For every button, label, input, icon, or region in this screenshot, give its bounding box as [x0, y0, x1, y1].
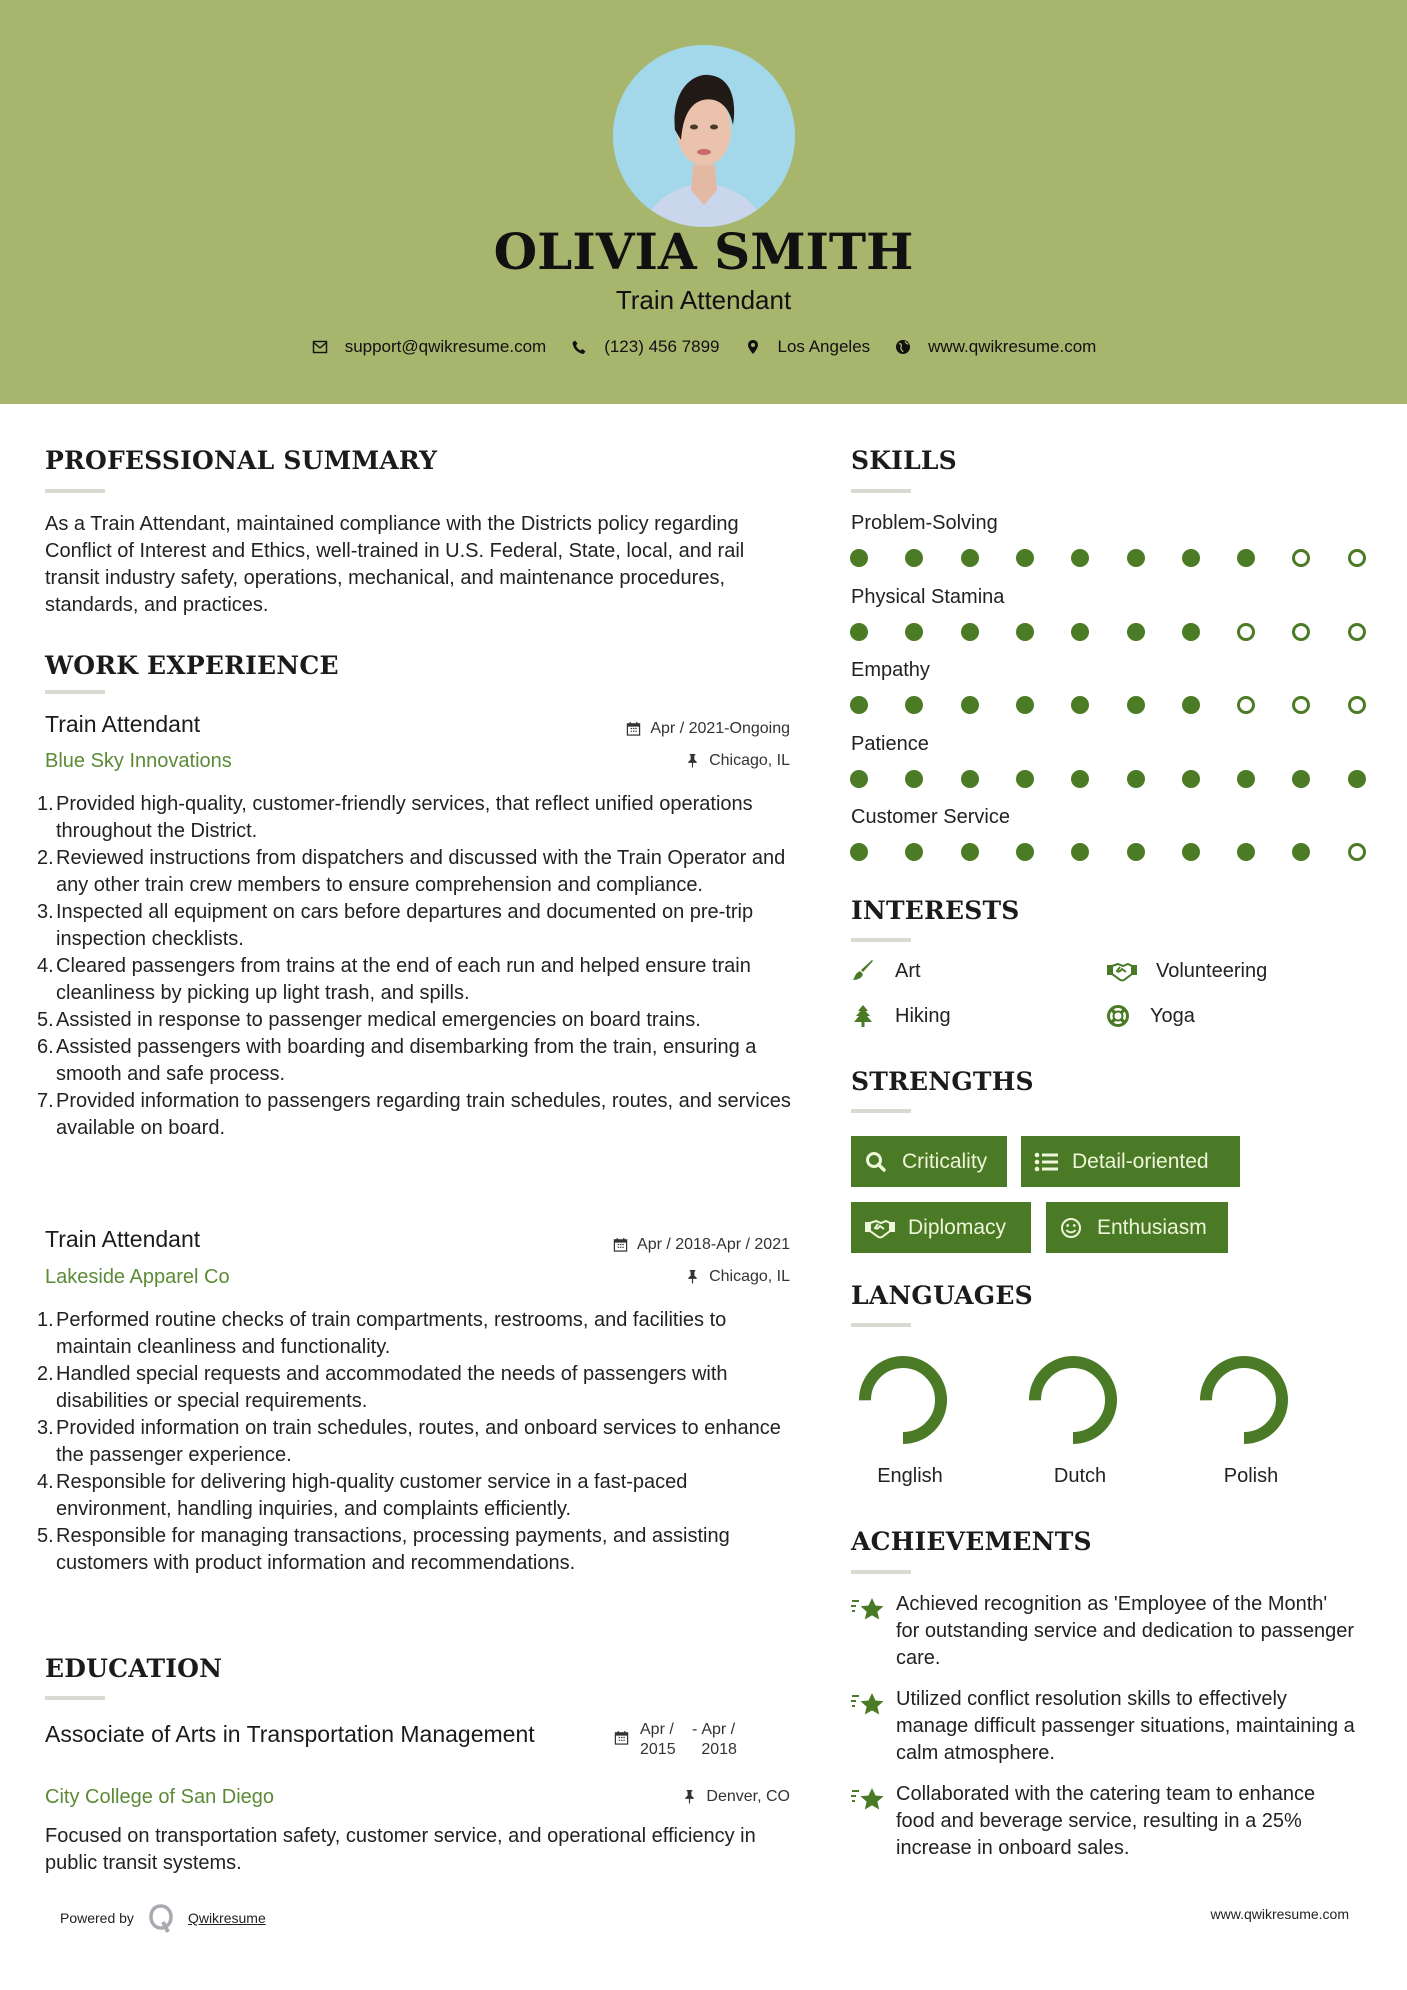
rating-dot-filled [850, 623, 868, 641]
summary-heading-rule [45, 489, 105, 493]
achievement-item [850, 1781, 1356, 1862]
rating-dot-filled [905, 623, 923, 641]
profile-photo [613, 45, 795, 227]
calendar-icon [613, 1237, 629, 1253]
job-1-dates-text: Apr / 2021-Ongoing [650, 720, 790, 737]
interests-heading: INTERESTS [851, 896, 1020, 925]
rating-dot-filled [1016, 549, 1034, 567]
language-label: Dutch [1053, 1465, 1107, 1487]
job-2-bullet: 4. Responsible for delivering high-quality customer service in a fast-paced environment, handling inquiries, and complaints efficiently. [37, 1471, 688, 1520]
rating-dot-filled [1071, 696, 1089, 714]
strengths-heading-rule [851, 1109, 911, 1113]
job-2-title: Train Attendant [45, 1226, 201, 1252]
rating-dot-filled [1071, 623, 1089, 641]
education-end: Apr / 2018 [701, 1721, 737, 1758]
qwikresume-link[interactable]: Qwikresume [187, 1910, 266, 1926]
rating-dot-filled [1071, 549, 1089, 567]
rating-dot-filled [850, 843, 868, 861]
contact-phone-text: (123) 456 7899 [604, 337, 720, 356]
skill-label: Empathy [851, 659, 930, 681]
rating-dot-filled [1348, 770, 1366, 788]
pushpin-icon [685, 1269, 701, 1285]
language-progress-ring [843, 1350, 963, 1450]
footer-website-link[interactable]: www.qwikresume.com [1210, 1906, 1349, 1922]
progress-ring-icon [1023, 1350, 1123, 1450]
candidate-role: Train Attendant [615, 285, 792, 315]
job-1-bullet: 3. Inspected all equipment on cars before departures and documented on pre-trip inspection checklists. [37, 901, 754, 950]
education-degree: Associate of Arts in Transportation Management [45, 1721, 535, 1747]
education-description: Focused on transportation safety, customer service, and operational efficiency in public transit systems. [45, 1825, 756, 1874]
pushpin-icon [682, 1789, 698, 1805]
star-achievement-icon [850, 1686, 886, 1716]
rating-dot-filled [1127, 770, 1145, 788]
languages-heading: LANGUAGES [851, 1281, 1033, 1310]
job-2-bullets [37, 1307, 797, 1577]
interest-art [851, 959, 921, 983]
strengths-heading: STRENGTHS [851, 1067, 1034, 1096]
job-2-bullet: 1. Performed routine checks of train compartments, restrooms, and facilities to maintain cleanliness and functionality. [37, 1309, 727, 1358]
job-1-dates [490, 720, 790, 738]
education-school: City College of San Diego [45, 1786, 275, 1808]
footer-powered-by [60, 1903, 266, 1933]
map-marker-icon [744, 338, 762, 356]
phone-icon [570, 338, 588, 356]
experience-heading: WORK EXPERIENCE [45, 651, 339, 680]
rating-dot-filled [850, 549, 868, 567]
strength-diplomacy [851, 1202, 1031, 1253]
achievement-text: Achieved recognition as 'Employee of the Month' for outstanding service and dedication to passenger care. [896, 1593, 1355, 1669]
contact-phone[interactable] [570, 337, 719, 357]
rating-dot-filled [961, 549, 979, 567]
rating-dot-filled [905, 696, 923, 714]
star-achievement-icon [850, 1591, 886, 1621]
handshake-icon [864, 1217, 896, 1239]
progress-ring-icon [853, 1350, 953, 1450]
education-start: Apr / 2015 [640, 1721, 676, 1758]
rating-dot-empty [1237, 696, 1255, 714]
strength-enthusiasm-label: Enthusiasm [1097, 1215, 1207, 1239]
rating-dot-filled [1292, 770, 1310, 788]
rating-dot-filled [961, 843, 979, 861]
strength-detail-oriented [1021, 1136, 1240, 1187]
rating-dot-filled [905, 549, 923, 567]
rating-dot-empty [1292, 549, 1310, 567]
education-dates [614, 1720, 749, 1760]
education-location [490, 1788, 790, 1806]
powered-by-text: Powered by [60, 1910, 134, 1926]
job-2-company: Lakeside Apparel Co [45, 1266, 230, 1288]
interest-yoga-label: Yoga [1150, 1004, 1195, 1027]
skill-label: Customer Service [851, 806, 1010, 828]
contact-website[interactable] [894, 337, 1096, 357]
pushpin-icon [685, 753, 701, 769]
rating-dot-empty [1348, 549, 1366, 567]
rating-dot-filled [1182, 696, 1200, 714]
rating-dot-filled [1016, 770, 1034, 788]
job-2-location-text: Chicago, IL [709, 1268, 790, 1285]
contact-website-text: www.qwikresume.com [928, 337, 1097, 356]
job-1-title: Train Attendant [45, 711, 201, 737]
interest-volunteering-label: Volunteering [1156, 959, 1268, 982]
job-1-bullets [37, 791, 797, 1142]
rating-dot-filled [961, 696, 979, 714]
achievements-heading: ACHIEVEMENTS [851, 1527, 1092, 1556]
rating-dot-filled [1016, 843, 1034, 861]
interest-hiking-label: Hiking [895, 1004, 951, 1027]
languages-heading-rule [851, 1323, 911, 1327]
rating-dot-filled [1071, 843, 1089, 861]
rating-dot-empty [1237, 623, 1255, 641]
strength-detail-oriented-label: Detail-oriented [1072, 1149, 1209, 1173]
job-1-bullet: 4. Cleared passengers from trains at the end of each run and helped ensure train cleanliness by picking up light trash, and spills. [37, 955, 751, 1004]
rating-dot-filled [1237, 770, 1255, 788]
job-1-bullet: 7. Provided information to passengers regarding train schedules, routes, and services available on board. [37, 1090, 791, 1139]
language-progress-ring [1184, 1350, 1304, 1450]
achievement-text: Collaborated with the catering team to enhance food and beverage service, resulting in a 25% increase in onboard sales. [896, 1783, 1316, 1859]
globe-icon [894, 338, 912, 356]
star-achievement-icon [850, 1781, 886, 1811]
contact-bar [0, 337, 1407, 357]
skill-rating [850, 549, 1360, 569]
rating-dot-filled [961, 623, 979, 641]
achievements-heading-rule [851, 1570, 911, 1574]
strength-criticality-label: Criticality [902, 1149, 988, 1173]
job-1-bullet: 5. Assisted in response to passenger medical emergencies on board trains. [37, 1009, 701, 1031]
education-date-separator: - [692, 1721, 698, 1738]
rating-dot-filled [850, 770, 868, 788]
summary-heading: PROFESSIONAL SUMMARY [45, 446, 438, 475]
rating-dot-empty [1348, 696, 1366, 714]
skills-heading: SKILLS [851, 446, 957, 475]
skill-label: Physical Stamina [851, 585, 1005, 608]
experience-heading-rule [45, 690, 105, 694]
summary-text: As a Train Attendant, maintained compliance with the Districts policy regarding Conflict of Interest and Ethics, well-trained in U.S. Federal, State, local, and rail transit industry safety, operations, mechanical, and maintenance procedures, standards, and practices. [45, 513, 745, 616]
rating-dot-filled [905, 843, 923, 861]
qwikresume-logo-icon [148, 1903, 174, 1933]
envelope-icon [311, 338, 329, 356]
achievement-item [850, 1591, 1356, 1672]
strength-criticality [851, 1136, 1007, 1187]
job-2-dates [490, 1236, 790, 1254]
contact-location-text: Los Angeles [777, 337, 871, 356]
tree-icon [851, 1004, 877, 1028]
search-icon [864, 1151, 890, 1173]
job-2-bullet: 5. Responsible for managing transactions, processing payments, and assisting customers with product information and recommendations. [37, 1525, 730, 1574]
education-location-text: Denver, CO [706, 1788, 790, 1805]
rating-dot-filled [1237, 843, 1255, 861]
interest-hiking [851, 1004, 951, 1028]
job-1-bullet: 2. Reviewed instructions from dispatchers and discussed with the Train Operator and any other train crew members to ensure comprehension and compliance. [37, 847, 786, 896]
handshake-icon [1106, 959, 1138, 983]
profile-photo-icon [613, 45, 795, 227]
education-heading: EDUCATION [45, 1654, 223, 1683]
rating-dot-filled [905, 770, 923, 788]
job-1-location-text: Chicago, IL [709, 752, 790, 769]
skill-label: Patience [851, 732, 929, 755]
job-1-bullet: 1. Provided high-quality, customer-friendly services, that reflect unified operations throughout the District. [37, 793, 753, 842]
rating-dot-filled [1071, 770, 1089, 788]
rating-dot-empty [1292, 696, 1310, 714]
life-ring-icon [1106, 1004, 1132, 1028]
progress-ring-icon [1194, 1350, 1294, 1450]
rating-dot-empty [1292, 623, 1310, 641]
contact-location [744, 337, 871, 357]
interests-heading-rule [851, 938, 911, 942]
rating-dot-filled [1016, 623, 1034, 641]
rating-dot-filled [1127, 549, 1145, 567]
contact-email[interactable] [311, 337, 547, 357]
rating-dot-filled [850, 696, 868, 714]
job-1-bullet: 6. Assisted passengers with boarding and disembarking from the train, ensuring a smooth and safe process. [37, 1036, 757, 1085]
achievement-text: Utilized conflict resolution skills to effectively manage difficult passenger situations, maintaining a calm atmosphere. [896, 1688, 1355, 1764]
rating-dot-filled [1292, 843, 1310, 861]
smile-icon [1059, 1217, 1085, 1239]
list-icon [1034, 1151, 1060, 1173]
rating-dot-filled [1127, 623, 1145, 641]
skill-label: Problem-Solving [851, 512, 998, 534]
job-2-dates-text: Apr / 2018-Apr / 2021 [637, 1236, 790, 1253]
rating-dot-filled [1182, 770, 1200, 788]
rating-dot-filled [1182, 623, 1200, 641]
rating-dot-filled [1182, 549, 1200, 567]
rating-dot-filled [1182, 843, 1200, 861]
rating-dot-filled [1016, 696, 1034, 714]
skill-rating [850, 696, 1360, 716]
rating-dot-filled [1127, 696, 1145, 714]
interest-volunteering [1106, 959, 1267, 983]
job-1-company: Blue Sky Innovations [45, 750, 232, 772]
contact-email-text: support@qwikresume.com [344, 337, 547, 356]
job-2-bullet: 3. Provided information on train schedules, routes, and onboard services to enhance the passenger experience. [37, 1417, 781, 1466]
calendar-icon [626, 721, 642, 737]
skill-rating [850, 623, 1360, 643]
strength-diplomacy-label: Diplomacy [908, 1215, 1007, 1239]
interest-yoga [1106, 1004, 1195, 1028]
paintbrush-icon [851, 959, 877, 983]
calendar-icon [614, 1730, 630, 1746]
rating-dot-filled [961, 770, 979, 788]
candidate-name: OLIVIA SMITH [493, 222, 914, 281]
language-progress-ring [1013, 1350, 1133, 1450]
job-2-bullet: 2. Handled special requests and accommodated the needs of passengers with disabilities or special requirements. [37, 1363, 728, 1412]
rating-dot-empty [1348, 623, 1366, 641]
job-2-location [490, 1268, 790, 1286]
skill-rating [850, 843, 1360, 863]
language-label: English [877, 1465, 943, 1487]
rating-dot-filled [1237, 549, 1255, 567]
skills-heading-rule [851, 489, 911, 493]
rating-dot-filled [1127, 843, 1145, 861]
achievement-item [850, 1686, 1356, 1767]
strength-enthusiasm [1046, 1202, 1228, 1253]
rating-dot-empty [1348, 843, 1366, 861]
header-band [0, 0, 1407, 404]
skill-rating [850, 770, 1360, 790]
education-heading-rule [45, 1696, 105, 1700]
language-label: Polish [1223, 1465, 1279, 1487]
job-1-location [490, 752, 790, 770]
interest-art-label: Art [895, 959, 921, 982]
